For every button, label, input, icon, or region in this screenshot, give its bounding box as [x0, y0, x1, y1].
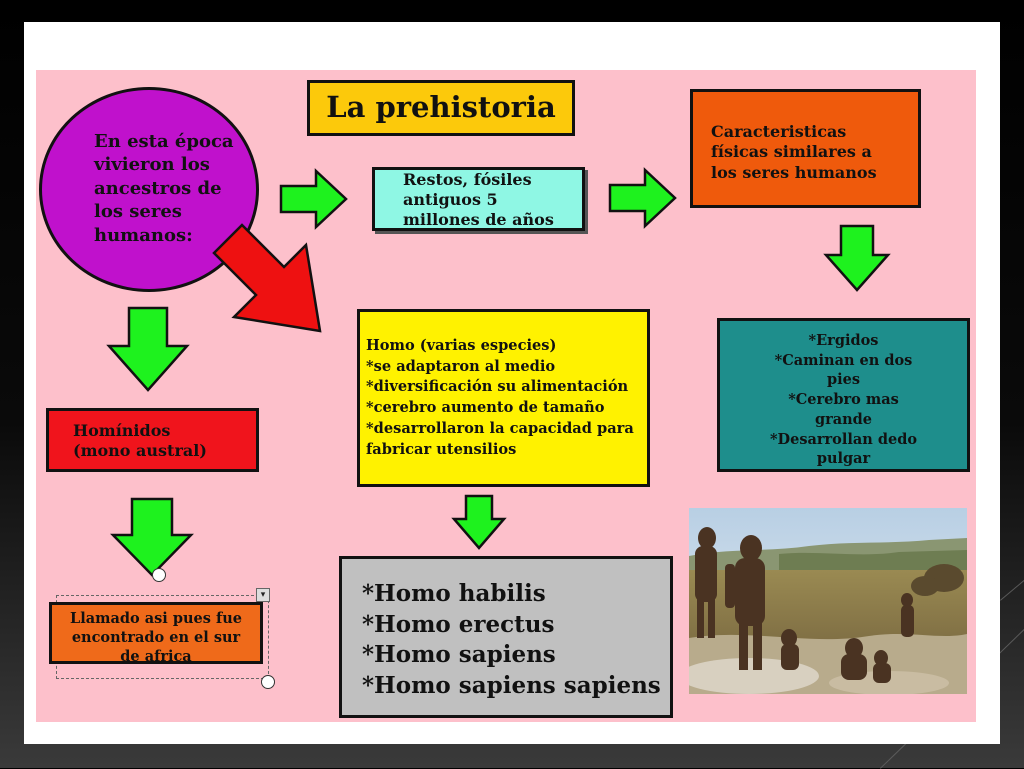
- traits-line: *Caminan en dos: [774, 351, 913, 369]
- circle-line: ancestros de: [94, 177, 222, 199]
- traits-line: *Ergidos: [808, 332, 879, 349]
- species-item: *Homo sapiens sapiens: [362, 671, 661, 699]
- called-so-textbox[interactable]: [49, 602, 263, 664]
- homo-line: *desarrollaron la capacidad para: [366, 419, 634, 437]
- arrow-down-icon: [452, 494, 506, 550]
- traits-line: pies: [826, 371, 861, 389]
- homo-species-box: [357, 309, 650, 487]
- fossils-line: antiguos 5: [403, 190, 498, 209]
- arrow-down-icon: [107, 306, 189, 392]
- arrow-right-icon: [279, 169, 349, 229]
- circle-line: En esta época: [94, 131, 234, 152]
- called-so-line: de africa: [120, 648, 192, 666]
- traits-line: *Desarrollan dedo: [769, 430, 918, 448]
- fossils-line: millones de años: [403, 210, 554, 229]
- species-item: *Homo erectus: [362, 610, 555, 638]
- homo-species-list: [339, 556, 673, 718]
- homo-line: fabricar utensilios: [366, 440, 517, 458]
- circle-line: los seres: [94, 201, 182, 223]
- hominids-line: (mono austral): [73, 441, 207, 461]
- traits-line: pulgar: [816, 450, 871, 468]
- background-decoration: [1000, 561, 1024, 600]
- characteristics-line: físicas similares a: [711, 142, 872, 162]
- characteristics-line: los seres humanos: [711, 162, 877, 182]
- page-title: La prehistoria: [307, 80, 575, 136]
- hominids-line: Homínidos: [73, 421, 171, 440]
- homo-line: *cerebro aumento de tamaño: [366, 399, 605, 417]
- arrow-down-icon: [111, 497, 193, 577]
- traits-line: *Cerebro mas: [788, 391, 899, 409]
- called-so-line: encontrado en el sur: [71, 629, 241, 647]
- rotate-handle[interactable]: [152, 568, 166, 582]
- called-so-line: Llamado asi pues fue: [70, 610, 242, 627]
- characteristics-box: [690, 89, 921, 208]
- fossils-line: Restos, fósiles: [403, 170, 532, 189]
- traits-box: [717, 318, 970, 472]
- species-item: *Homo habilis: [362, 580, 546, 607]
- fossils-box: [372, 167, 585, 231]
- circle-line: vivieron los: [94, 154, 210, 176]
- resize-handle[interactable]: [261, 675, 275, 689]
- arrow-down-icon: [824, 224, 890, 292]
- circle-line: humanos:: [94, 224, 193, 246]
- species-item: *Homo sapiens: [362, 641, 556, 669]
- arrow-right-icon: [608, 168, 678, 228]
- traits-line: grande: [814, 410, 873, 428]
- characteristics-line: Caracteristicas: [711, 122, 847, 141]
- hominids-box: [46, 408, 259, 472]
- photo-illustration: [689, 508, 967, 694]
- hominids-landscape-photo: [689, 508, 967, 694]
- arrow-diagonal-red-icon: [212, 223, 324, 335]
- homo-line: Homo (varias especies): [366, 337, 557, 354]
- dropdown-arrow-icon[interactable]: ▾: [256, 588, 270, 602]
- homo-line: *diversificación su alimentación: [366, 378, 629, 396]
- homo-line: *se adaptaron al medio: [366, 357, 556, 375]
